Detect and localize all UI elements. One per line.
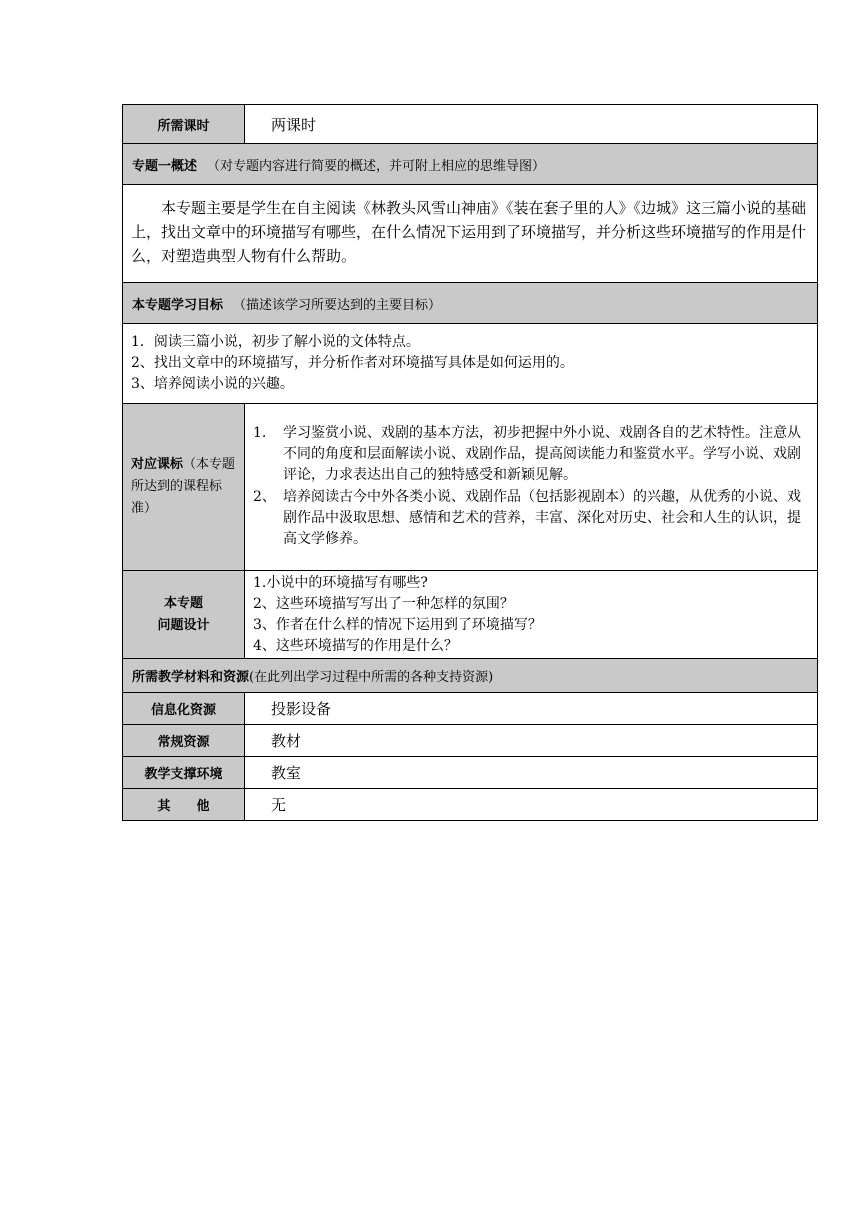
overview-title: 专题一概述 <box>132 158 198 174</box>
class-hours-label: 所需课时 <box>123 105 245 144</box>
curriculum-standard-item <box>253 487 811 550</box>
materials-row-label: 教学支撑环境 <box>123 757 245 789</box>
question-design-label-line1: 本专题 <box>163 595 203 611</box>
question-design-list <box>245 571 818 659</box>
question-item: 2、这些环境描写写出了一种怎样的氛围？ <box>253 595 514 612</box>
materials-row <box>123 693 818 725</box>
overview-header-row <box>123 144 818 185</box>
objectives-title: 本专题学习目标 <box>132 297 224 313</box>
question-item: 3、作者在什么样的情况下运用到了环境描写？ <box>253 616 542 633</box>
objectives-header-row <box>123 283 818 324</box>
question-item: 1.小说中的环境描写有哪些? <box>253 574 428 591</box>
question-design-label-line2: 问题设计 <box>157 617 210 633</box>
overview-body: 本专题主要是学生在自主阅读《林教头风雪山神庙》《装在套子里的人》《边城》这三篇小说的基础上，找出文章中的环境描写有哪些，在什么情况下运用到了环境描写，并分析这些环境描写的作用是什么，对塑造典型人物有什么帮助。 <box>123 185 818 283</box>
objective-item: 3、培养阅读小说的兴趣。 <box>131 376 294 392</box>
curriculum-standard-label <box>123 404 245 571</box>
question-item: 4、这些环境描写的作用是什么？ <box>253 637 458 654</box>
curriculum-standard-row <box>123 404 818 571</box>
objective-item: 1．阅读三篇小说，初步了解小说的文体特点。 <box>131 334 420 350</box>
materials-row <box>123 757 818 789</box>
curriculum-standard-list <box>245 404 818 571</box>
materials-row-value: 无 <box>245 789 818 821</box>
materials-header-row <box>123 659 818 693</box>
curriculum-standard-item-number: 1. <box>253 424 267 441</box>
curriculum-standard-item <box>253 423 811 486</box>
materials-row-label: 其 他 <box>123 789 245 821</box>
question-design-row <box>123 571 818 659</box>
lesson-plan-table <box>122 104 818 821</box>
materials-row-value: 教室 <box>245 757 818 789</box>
materials-row <box>123 789 818 821</box>
materials-title: 所需教学材料和资源 <box>132 670 250 685</box>
curriculum-standard-label-note: （本专题所达到的课程标准） <box>131 457 236 516</box>
materials-row <box>123 725 818 757</box>
curriculum-standard-label-bold: 对应课标 <box>131 457 184 472</box>
overview-body-row <box>123 185 818 283</box>
objective-item: 2、找出文章中的环境描写，并分析作者对环境描写具体是如何运用的。 <box>131 355 574 371</box>
objectives-body-row <box>123 324 818 404</box>
curriculum-standard-item-text: 学习鉴赏小说、戏剧的基本方法，初步把握中外小说、戏剧各自的艺术特性。注意从不同的角度和层面解读小说、戏剧作品，提高阅读能力和鉴赏水平。学写小说、戏剧评论，力求表达出自己的独特感受和新颖见解。 <box>283 424 801 483</box>
materials-row-label: 信息化资源 <box>123 693 245 725</box>
materials-row-value: 教材 <box>245 725 818 757</box>
class-hours-row <box>123 105 818 144</box>
lesson-plan-document <box>122 104 817 821</box>
curriculum-standard-item-number: 2、 <box>253 488 276 505</box>
question-design-label <box>123 571 245 659</box>
materials-row-label: 常规资源 <box>123 725 245 757</box>
objectives-description: （描述该学习所要达到的主要目标） <box>233 297 442 313</box>
overview-header <box>123 144 818 185</box>
overview-description: （对专题内容进行简要的概述，并可附上相应的思维导图） <box>207 158 546 174</box>
class-hours-value: 两课时 <box>245 105 818 144</box>
materials-header <box>123 659 818 693</box>
objectives-list <box>123 324 818 404</box>
objectives-header <box>123 283 818 324</box>
materials-row-value: 投影设备 <box>245 693 818 725</box>
curriculum-standard-item-text: 培养阅读古今中外各类小说、戏剧作品（包括影视剧本）的兴趣，从优秀的小说、戏剧作品中汲取思想、感情和艺术的营养，丰富、深化对历史、社会和人生的认识，提高文学修养。 <box>283 488 801 547</box>
materials-description: (在此列出学习过程中所需的各种支持资源) <box>249 670 494 685</box>
